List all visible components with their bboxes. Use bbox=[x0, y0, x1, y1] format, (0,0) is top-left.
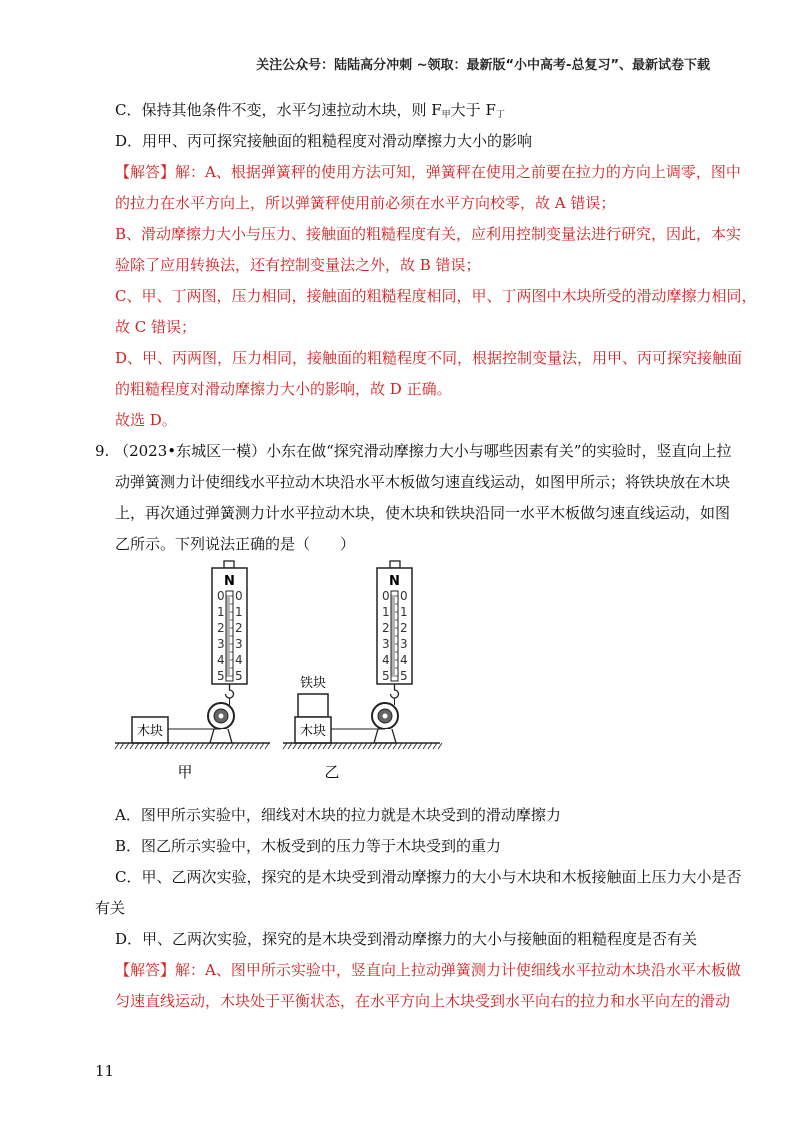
option-a: A．图甲所示实验中，细线对木块的拉力就是木块受到的滑动摩擦力 bbox=[115, 806, 561, 824]
caption-a: 甲 bbox=[177, 763, 193, 781]
question-stem: 乙所示。下列说法正确的是（ ） bbox=[115, 535, 356, 553]
scale-number: 3 bbox=[400, 637, 408, 651]
scale-number: 0 bbox=[400, 589, 408, 603]
answer-line: 匀速直线运动，木块处于平衡状态，在水平方向上木块受到水平向右的拉力和水平向左的滑动 bbox=[115, 992, 731, 1010]
answer-choice: 故选 D。 bbox=[115, 411, 177, 429]
option-b: B．图乙所示实验中，木板受到的压力等于木块受到的重力 bbox=[115, 837, 502, 855]
scale-number: 2 bbox=[400, 621, 408, 635]
question-stem: 上，再次通过弹簧测力计水平拉动木块，使木块和铁块沿同一水平木板做匀速直线运动，如图 bbox=[115, 504, 731, 522]
answer-line: 的拉力在水平方向上，所以弹簧秤使用前必须在水平方向校零，故 A 错误； bbox=[115, 194, 616, 212]
scale-number: 3 bbox=[217, 637, 225, 651]
page-header: 关注公众号：陆陆高分冲刺 ~领取：最新版“小中高考-总复习”、最新试卷下载 bbox=[256, 58, 710, 73]
page-number: 11 bbox=[95, 1062, 115, 1080]
experiment-figure bbox=[105, 555, 485, 785]
scale-number: 4 bbox=[235, 653, 243, 667]
option-c: C．甲、乙两次实验，探究的是木块受到滑动摩擦力的大小与木块和木板接触面上压力大小是否 bbox=[115, 868, 742, 886]
option-c-sub2: 丁 bbox=[495, 110, 505, 120]
option-c-cont: 有关 bbox=[95, 899, 126, 917]
scale-number: 0 bbox=[217, 589, 225, 603]
scale-number: 1 bbox=[382, 605, 390, 619]
scale-number: 5 bbox=[400, 669, 408, 683]
block-label: 木块 bbox=[299, 724, 327, 739]
scale-number: 1 bbox=[400, 605, 408, 619]
question-stem: 9. （2023•东城区一模）小东在做“探究滑动摩擦力大小与哪些因素有关”的实验时，竖直向上拉 bbox=[95, 442, 732, 460]
scale-number: 1 bbox=[235, 605, 243, 619]
scale-number: 3 bbox=[235, 637, 243, 651]
answer-line: 的粗糙程度对滑动摩擦力大小的影响，故 D 正确。 bbox=[115, 380, 452, 398]
answer-line: 【解答】解：A、根据弹簧秤的使用方法可知，弹簧秤在使用之前要在拉力的方向上调零，图中 bbox=[115, 163, 741, 181]
option-c-sub1: 甲 bbox=[441, 110, 451, 120]
scale-number: 2 bbox=[235, 621, 243, 635]
scale-number: 2 bbox=[217, 621, 225, 635]
answer-line: B、滑动摩擦力大小与压力、接触面的粗糙程度有关，应利用控制变量法进行研究，因此，本实 bbox=[115, 225, 742, 243]
scale-number: 5 bbox=[235, 669, 243, 683]
question-stem: 动弹簧测力计使细线水平拉动木块沿水平木板做匀速直线运动，如图甲所示；将铁块放在木块 bbox=[115, 473, 731, 491]
answer-line: 故 C 错误； bbox=[115, 318, 197, 336]
scale-number: 4 bbox=[217, 653, 225, 667]
scale-number: 2 bbox=[382, 621, 390, 635]
option-d: D．甲、乙两次实验，探究的是木块受到滑动摩擦力的大小与接触面的粗糙程度是否有关 bbox=[115, 930, 698, 948]
scale-number: 3 bbox=[382, 637, 390, 651]
scale-number: 1 bbox=[217, 605, 225, 619]
answer-line: C、甲、丁两图，压力相同，接触面的粗糙程度相同，甲、丁两图中木块所受的滑动摩擦力相同， bbox=[115, 287, 757, 305]
caption-b: 乙 bbox=[324, 763, 340, 781]
unit-label: N bbox=[224, 574, 235, 589]
answer-line: 验除了应用转换法，还有控制变量法之外，故 B 错误； bbox=[115, 256, 481, 274]
answer-line: 【解答】解：A、图甲所示实验中，竖直向上拉动弹簧测力计使细线水平拉动木块沿水平木板做 bbox=[115, 961, 741, 979]
option-c-middle: 大于 F bbox=[450, 101, 496, 119]
iron-label: 铁块 bbox=[299, 676, 327, 691]
scale-number: 0 bbox=[235, 589, 243, 603]
scale-number: 4 bbox=[400, 653, 408, 667]
option-c-prev bbox=[0, 100, 800, 125]
scale-number: 0 bbox=[382, 589, 390, 603]
option-d-prev: D．用甲、丙可探究接触面的粗糙程度对滑动摩擦力大小的影响 bbox=[115, 132, 533, 150]
figure-b bbox=[283, 561, 442, 781]
option-c-text: C．保持其他条件不变，水平匀速拉动木块，则 F bbox=[115, 101, 442, 119]
block-label: 木块 bbox=[136, 724, 164, 739]
scale-number: 5 bbox=[382, 669, 390, 683]
answer-line: D、甲、丙两图，压力相同，接触面的粗糙程度不同，根据控制变量法，用甲、丙可探究接触面 bbox=[115, 349, 743, 367]
unit-label: N bbox=[389, 574, 400, 589]
scale-number: 4 bbox=[382, 653, 390, 667]
scale-number: 5 bbox=[217, 669, 225, 683]
figure-a bbox=[115, 561, 270, 781]
